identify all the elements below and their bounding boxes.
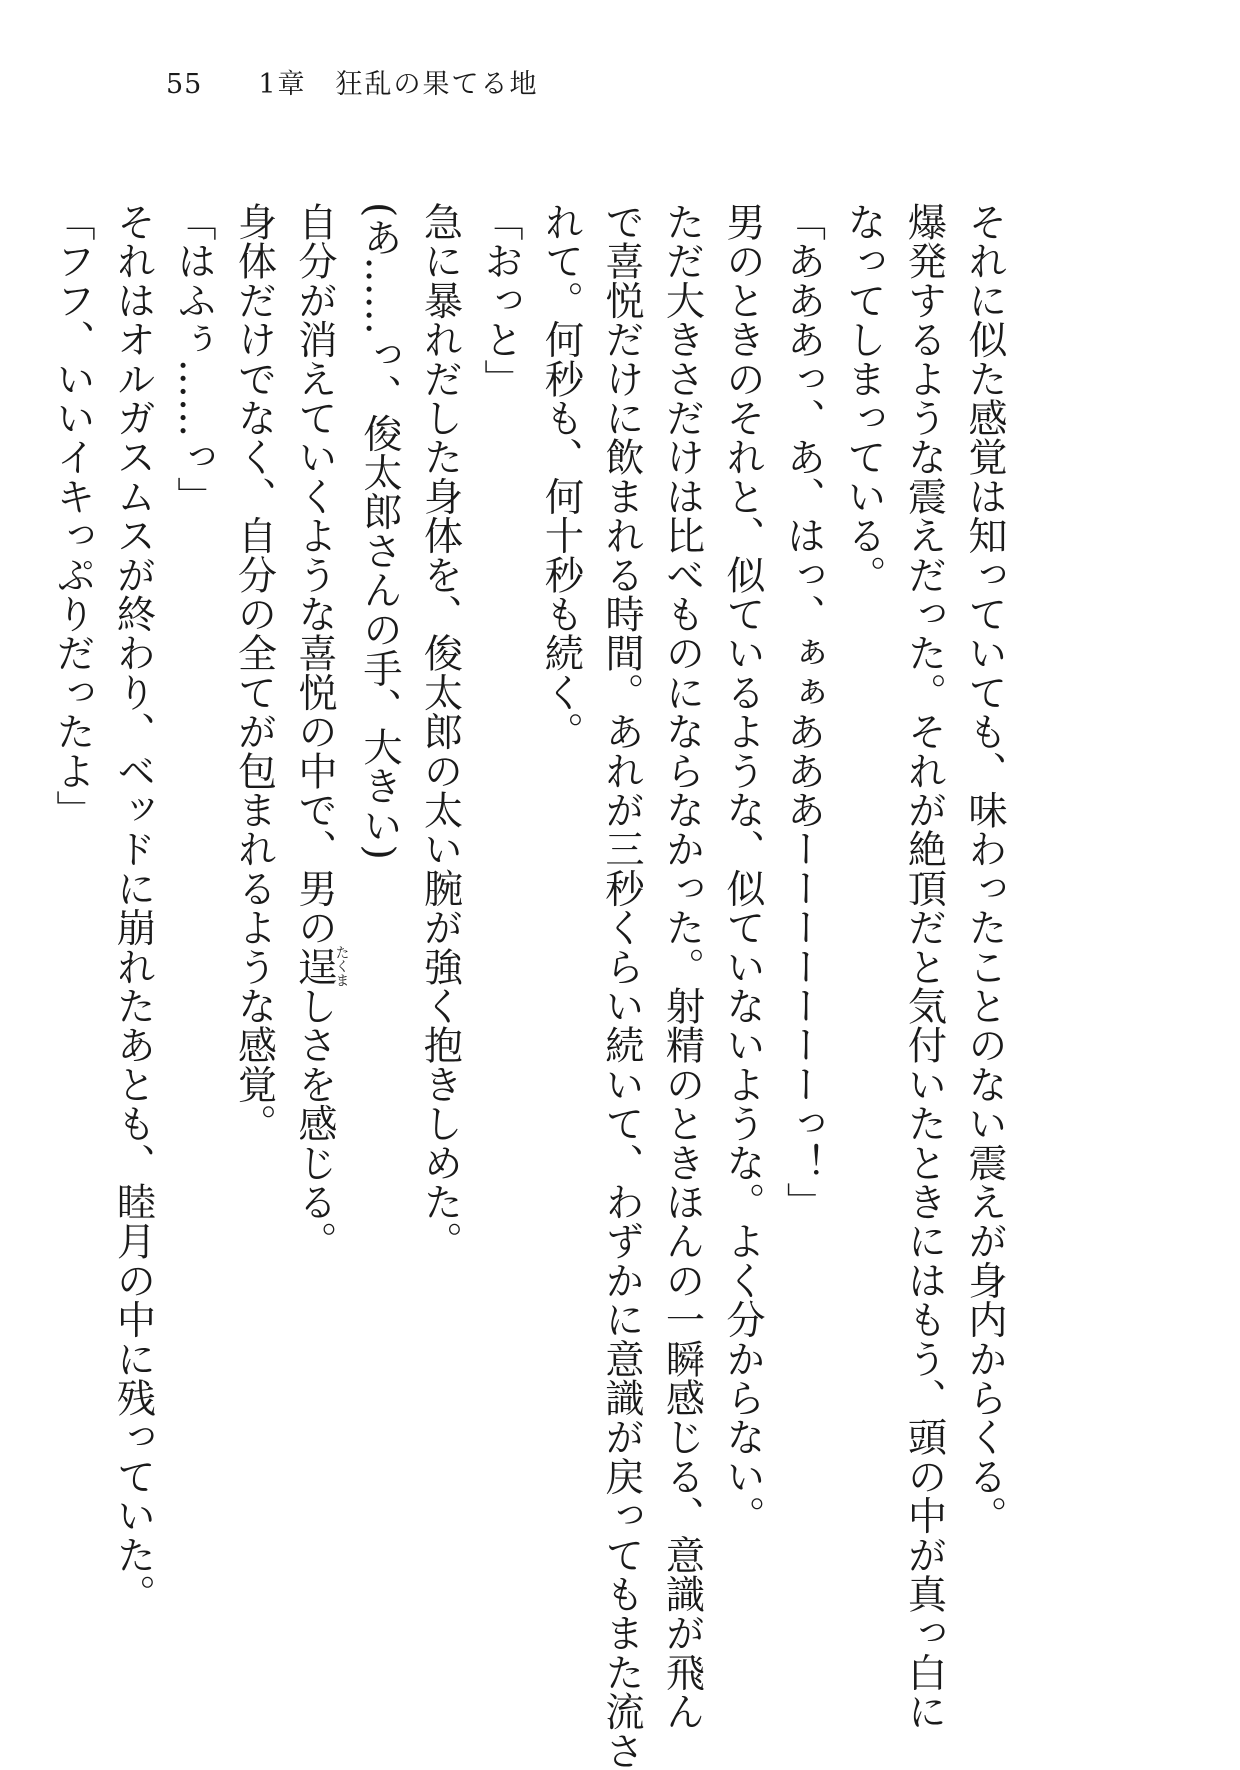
text-line: 「はふぅ……っ」 [171, 202, 216, 516]
text-line: 急に暴れだした身体を、俊太郎の太い腕が強く抱きしめた。 [417, 202, 463, 1261]
page-header [166, 62, 539, 102]
text-segment: しさを感じる。 [292, 986, 337, 1261]
text-line: 身体だけでなく、自分の全てが包まれるような感覚。 [231, 202, 277, 1143]
text-line: れて。何秒も、何十秒も続く。 [538, 202, 584, 751]
text-line: 爆発するような震えだった。それが絶頂だと気付いたときにはもう、頭の中が真っ白に [901, 202, 947, 1731]
text-line: それに似た感覚は知っていても、味わったことのない震えが身内からくる。 [962, 202, 1007, 1535]
text-line: で喜悦だけに飲まれる時間。あれが三秒くらい続いて、わずかに意識が戻ってもまた流さ [599, 202, 644, 1770]
text-line: ただ大きさだけは比べものにならなかった。射精のときほんの一瞬感じる、意識が飛ん [659, 202, 705, 1731]
text-line: 「フフ、いいイキっぷりだったよ」 [50, 202, 95, 830]
body-text [42, 202, 1015, 1770]
ruby-reading: たくま [333, 945, 350, 988]
text-line: 「おっと」 [478, 202, 523, 398]
text-line: それはオルガスムスが終わり、ベッドに崩れたあとも、睦月の中に残っていた。 [110, 202, 156, 1614]
chapter-title: 1章 狂乱の果てる地 [258, 69, 539, 100]
text-segment: 自分が消えていくような喜悦の中で、男の [292, 202, 337, 947]
ruby-base: 逞 [292, 945, 337, 988]
text-line: 「あああっ、あ、はっ、ぁぁあああーーーーーーーっ！」 [780, 202, 826, 1222]
ruby-annotation [292, 945, 350, 988]
page-number: 55 [166, 69, 203, 100]
text-line-with-ruby [284, 202, 349, 1702]
text-line: 男のときのそれと、似ているような、似ていないような。よく分からない。 [720, 202, 765, 1535]
text-line: (あ……っ、俊太郎さんの手、大きい) [357, 202, 402, 860]
text-line: なってしまっている。 [841, 202, 886, 594]
